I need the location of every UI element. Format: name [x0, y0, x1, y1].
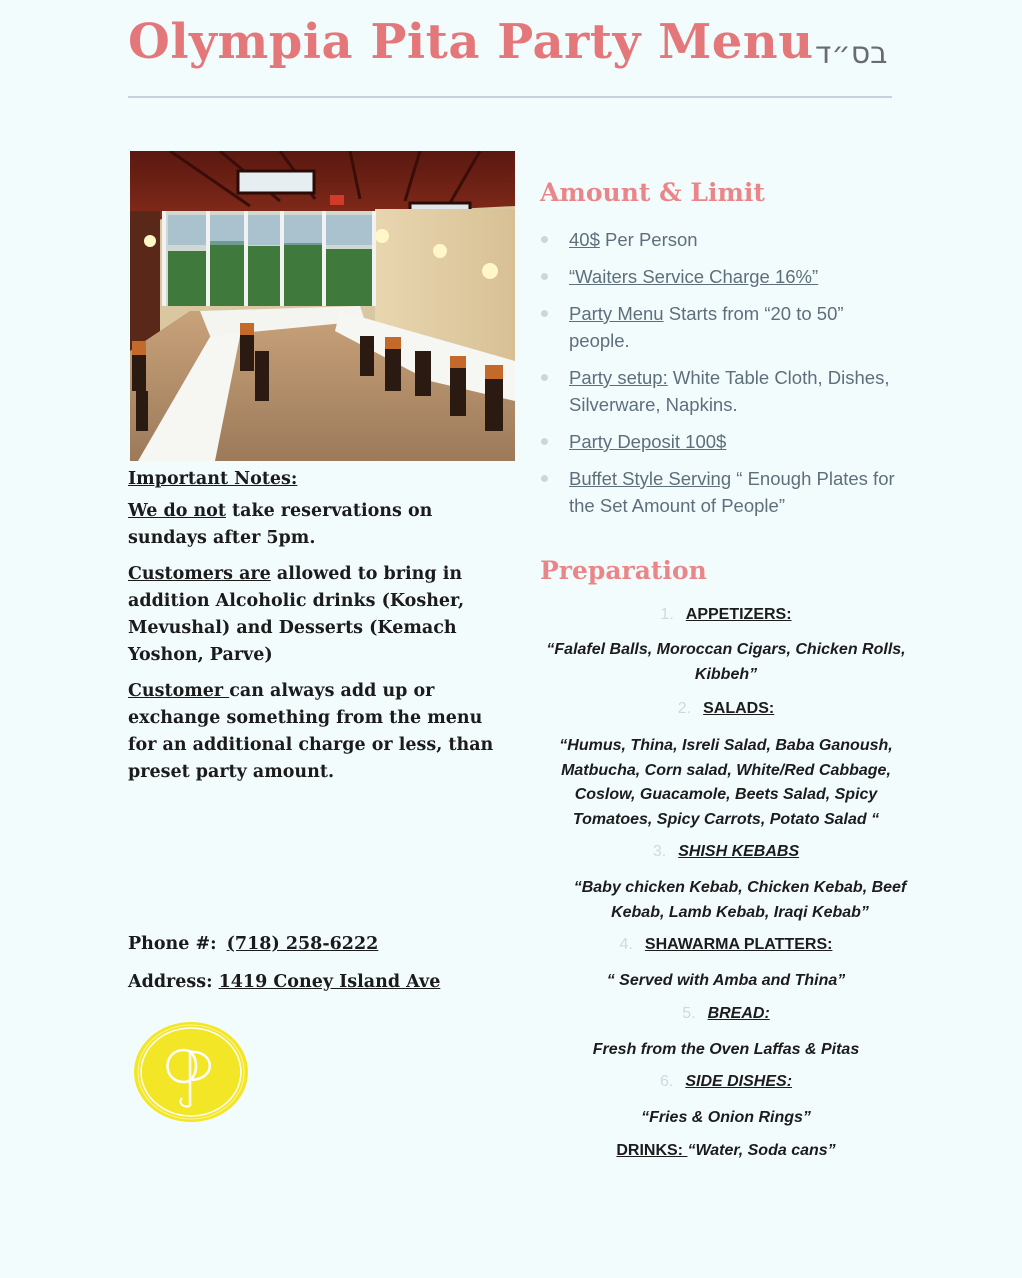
address-label: Address: — [128, 972, 213, 992]
party-setup-label: Party setup: — [569, 367, 668, 388]
restaurant-room-photo — [130, 151, 515, 461]
olympia-pita-logo — [132, 1020, 250, 1124]
item-number: 6. — [659, 1073, 674, 1090]
note-exchange-text: can always add up or exchange something from the menu for an additional charge or less, than preset party amount. — [128, 681, 494, 782]
notes-heading: Important Notes: — [128, 469, 298, 489]
item-title: SALADS: — [703, 700, 775, 717]
dining-room-illustration — [130, 151, 515, 461]
note-reservations-lead: We do not — [128, 501, 226, 521]
item-number: 4. — [619, 936, 633, 953]
item-description: “Fries & Onion Rings” — [641, 1109, 811, 1126]
note-exchange — [128, 678, 508, 786]
party-deposit: Party Deposit 100$ — [569, 431, 727, 452]
item-title: SHISH KEBABS — [678, 843, 800, 860]
note-drinks-text: allowed to bring in addition Alcoholic drinks (Kosher, Mevushal) and Desserts (Kemach Yoshon, Parve) — [128, 564, 465, 665]
header-divider — [128, 96, 892, 98]
note-reservations-text: take reservations on sundays after 5pm. — [128, 501, 433, 548]
price-per-person: 40$ — [569, 229, 600, 250]
item-description: “Baby chicken Kebab, Chicken Kebab, Beef Kebab, Lamb Kebab, Iraqi Kebab” — [573, 879, 907, 921]
prep-item-drinks — [540, 1142, 912, 1160]
price-per-person-text: Per Person — [599, 229, 698, 250]
party-menu-label: Party Menu — [569, 303, 664, 324]
item-number: 2. — [677, 700, 692, 717]
buffet-style-text: “ Enough Plates for the Set Amount of People” — [569, 468, 895, 516]
phone-link[interactable]: (718) 258-6222 — [226, 934, 379, 954]
note-reservations — [128, 498, 508, 552]
item-title: SIDE DISHES: — [685, 1073, 793, 1090]
drinks-text: “Water, Soda cans” — [687, 1142, 836, 1159]
party-size-text: Starts from “20 to 50” people. — [569, 303, 844, 351]
amount-list — [540, 226, 900, 529]
note-drinks-lead: Customers are — [128, 564, 271, 584]
page-title: Olympia Pita Party Menu — [128, 14, 814, 70]
hebrew-blessing-mark: בס״ד — [815, 36, 888, 71]
prep-item-appetizers — [540, 606, 912, 624]
phone-label: Phone #: — [128, 934, 217, 954]
item-description: “Humus, Thina, Isreli Salad, Baba Ganoush, Matbucha, Corn salad, White/Red Cabbage, Coslow, Guacamole, Beets Salad, Spicy Tomatoes, Spicy Carrots, Potato Salad “ — [559, 737, 893, 828]
item-number: 5. — [682, 1005, 696, 1022]
list-item — [540, 364, 900, 418]
item-number: 3. — [652, 843, 667, 860]
drinks-label: DRINKS: — [616, 1142, 688, 1159]
note-exchange-lead: Customer — [128, 681, 230, 701]
address-line — [128, 972, 548, 992]
item-description: “Falafel Balls, Moroccan Cigars, Chicken Rolls, Kibbeh” — [546, 641, 906, 683]
item-title: SHAWARMA PLATTERS: — [644, 936, 833, 953]
service-charge: “Waiters Service Charge 16%” — [569, 266, 819, 287]
item-number: 1. — [660, 606, 674, 623]
list-item — [540, 263, 900, 290]
list-item — [540, 300, 900, 354]
item-title: APPETIZERS: — [685, 606, 792, 623]
note-drinks — [128, 561, 508, 669]
prep-item-bread — [540, 1005, 912, 1023]
party-setup-text: White Table Cloth, Dishes, Silverware, Napkins. — [569, 367, 890, 415]
phone-line — [128, 934, 548, 954]
prep-item-shish-kebabs — [540, 843, 912, 861]
prep-item-side-dishes — [540, 1073, 912, 1091]
prep-item-salads — [540, 700, 912, 718]
item-description: Fresh from the Oven Laffas & Pitas — [592, 1041, 860, 1058]
list-item — [540, 226, 900, 253]
buffet-style-label: Buffet Style Serving — [569, 468, 732, 489]
preparation-heading: Preparation — [540, 556, 707, 585]
important-notes — [128, 466, 508, 795]
prep-item-shawarma — [540, 936, 912, 954]
list-item — [540, 465, 900, 519]
address-link[interactable]: 1419 Coney Island Ave — [218, 972, 441, 992]
list-item — [540, 428, 900, 455]
item-description: “ Served with Amba and Thina” — [606, 972, 846, 989]
amount-limit-heading: Amount & Limit — [540, 178, 765, 207]
item-title: BREAD: — [707, 1005, 770, 1022]
